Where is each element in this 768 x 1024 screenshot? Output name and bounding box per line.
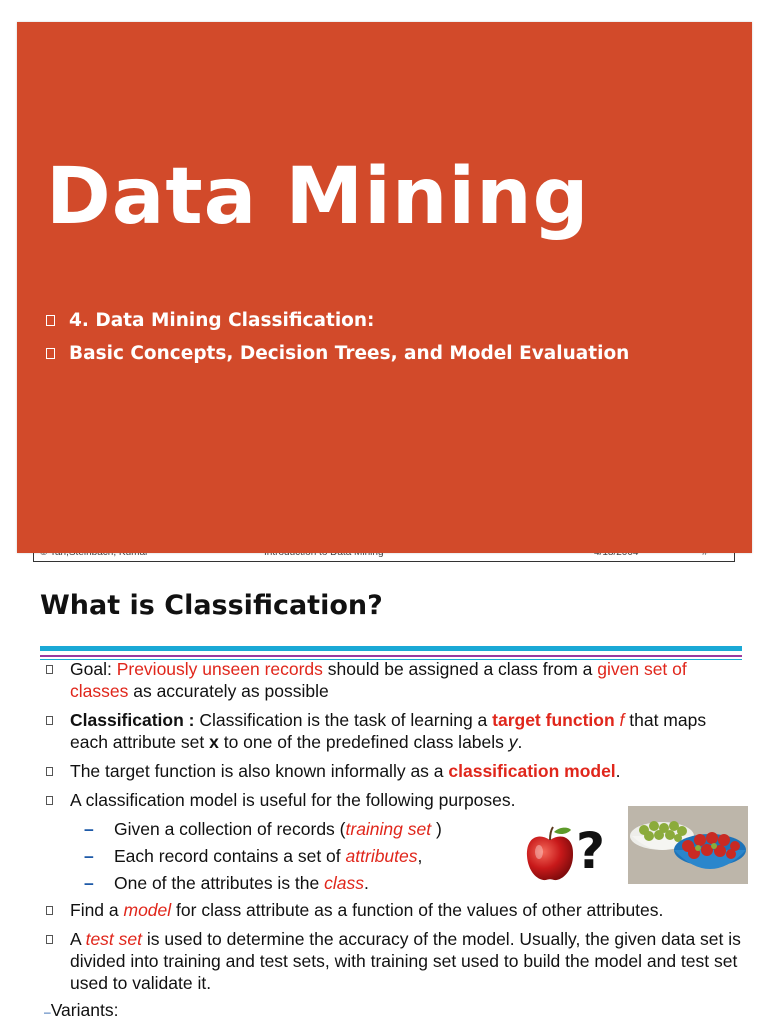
dash-icon: –	[84, 873, 94, 893]
title-slide-bullets	[44, 308, 684, 374]
dash-icon: –	[84, 846, 94, 866]
bullet-box-icon	[46, 716, 53, 725]
bullet-test-set: A test set is used to determine the accuracy of the model. Usually, the given data set is divided into training and test sets, with training set used to build the model and test set used to validate it.	[44, 928, 744, 994]
title-bullet: Basic Concepts, Decision Trees, and Model Evaluation	[44, 341, 684, 366]
title-rule-accent	[40, 655, 742, 657]
sub-bullet-attributes: – Each record contains a set of attributes,	[84, 846, 423, 866]
bullet-box-icon	[46, 935, 53, 944]
bullet-box-icon	[46, 315, 55, 326]
section-title: What is Classification?	[40, 590, 383, 621]
bullet-box-icon	[46, 906, 53, 915]
bullet-classification: Classification : Classification is the task of learning a target function f that maps each attribute set x to one of the predefined class labels y.	[44, 709, 744, 753]
bullet-box-icon	[46, 767, 53, 776]
sub-bullet-class: – One of the attributes is the class.	[84, 873, 369, 893]
bullet-box-icon	[46, 796, 53, 805]
bullet-find-model: Find a model for class attribute as a function of the values of other attributes.	[44, 899, 744, 921]
fruit-bowls-image	[628, 806, 748, 884]
apple-image	[524, 824, 576, 882]
dash-icon: –	[84, 819, 94, 839]
variants-line: –Variants:	[44, 1000, 119, 1020]
slide-title: Data Mining	[46, 152, 590, 242]
question-mark: ?	[576, 822, 606, 880]
title-slide	[17, 22, 752, 553]
title-rule	[40, 646, 742, 651]
bullet-box-icon	[46, 348, 55, 359]
dash-icon: –	[44, 1005, 51, 1019]
title-bullet: 4. Data Mining Classification:	[44, 308, 684, 333]
bullet-goal: Goal: Previously unseen records should be assigned a class from a given set of classes as accurately as possible	[44, 658, 744, 702]
bullet-box-icon	[46, 665, 53, 674]
sub-bullet-training: – Given a collection of records (training set )	[84, 819, 442, 839]
bullet-purposes: A classification model is useful for the following purposes.	[44, 789, 744, 811]
bullet-target: The target function is also known informally as a classification model.	[44, 760, 744, 782]
